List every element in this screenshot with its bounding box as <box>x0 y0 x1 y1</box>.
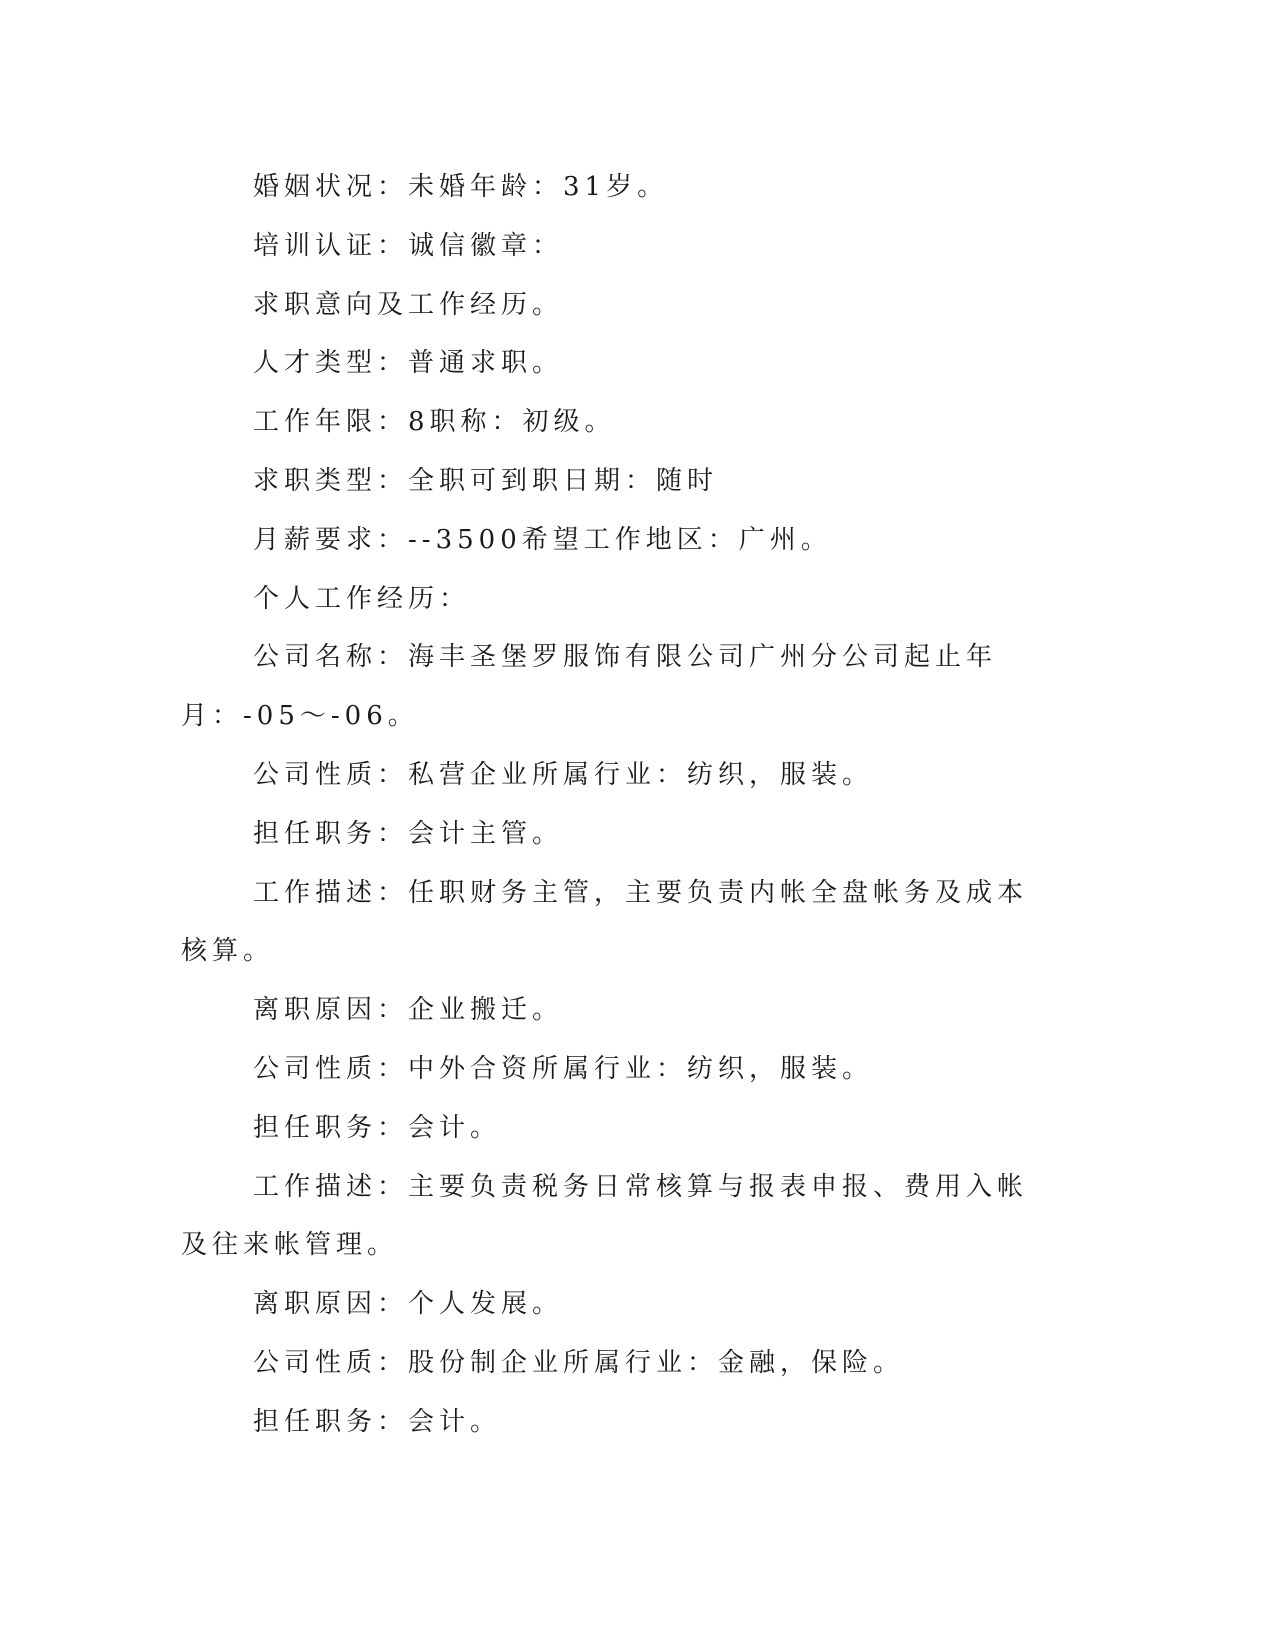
document-body <box>181 158 1041 1452</box>
paragraph-position-2: 担任职务：会计。 <box>253 1112 502 1143</box>
paragraph-company-nature-2: 公司性质：中外合资所属行业：纺织，服装。 <box>253 1053 874 1084</box>
paragraph-leave-reason-2: 离职原因：个人发展。 <box>253 1289 564 1320</box>
paragraph-training-certification: 培训认证：诚信徽章： <box>253 230 564 261</box>
paragraph-position-1: 担任职务：会计主管。 <box>253 818 564 849</box>
paragraph-talent-type: 人才类型：普通求职。 <box>253 348 564 379</box>
paragraph-marital-status: 婚姻状况：未婚年龄：31岁。 <box>253 172 669 202</box>
paragraph-company-name: 公司名称：海丰圣堡罗服饰有限公司广州分公司起止年月：-05～-06。 <box>181 642 998 732</box>
paragraph-work-years: 工作年限：8职称：初级。 <box>253 407 616 438</box>
paragraph-job-description-2: 工作描述：主要负责税务日常核算与报表申报、费用入帐及往来帐管理。 <box>181 1171 1029 1261</box>
paragraph-job-intent-heading: 求职意向及工作经历。 <box>253 289 564 320</box>
paragraph-job-description-1: 工作描述：任职财务主管，主要负责内帐全盘帐务及成本核算。 <box>181 877 1029 967</box>
paragraph-salary-location: 月薪要求：--3500希望工作地区：广州。 <box>253 524 832 555</box>
paragraph-job-type: 求职类型：全职可到职日期：随时 <box>253 465 719 496</box>
paragraph-leave-reason-1: 离职原因：企业搬迁。 <box>253 995 564 1026</box>
paragraph-company-nature-3: 公司性质：股份制企业所属行业：金融，保险。 <box>253 1347 905 1378</box>
paragraph-work-history-heading: 个人工作经历： <box>253 583 471 614</box>
paragraph-company-nature-1: 公司性质：私营企业所属行业：纺织，服装。 <box>253 759 874 790</box>
paragraph-position-3: 担任职务：会计。 <box>253 1406 502 1437</box>
